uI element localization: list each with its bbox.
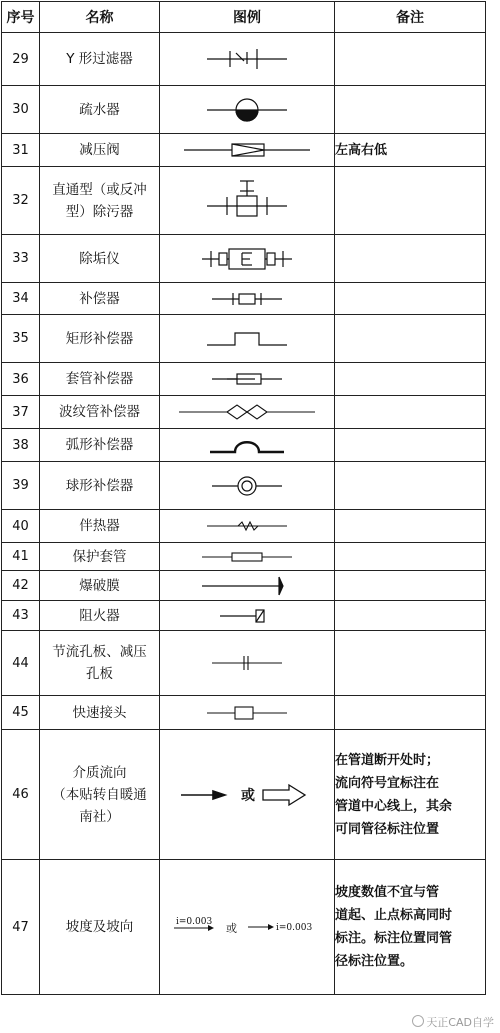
header-note: 备注 xyxy=(335,2,486,33)
note-cell xyxy=(335,601,486,631)
note-cell: 左高右低 xyxy=(335,134,486,167)
row-number: 38 xyxy=(2,429,40,462)
name-line: 孔板 xyxy=(86,666,113,682)
row-number: 29 xyxy=(2,33,40,86)
note-cell xyxy=(335,167,486,235)
note-cell xyxy=(335,363,486,396)
protective-sleeve-symbol xyxy=(160,543,335,571)
flame-arrester-symbol xyxy=(160,601,335,631)
heat-tracer-symbol xyxy=(160,510,335,543)
note-cell xyxy=(335,730,486,860)
legend-table xyxy=(1,1,486,995)
table-row xyxy=(2,543,486,571)
name-line: 节流孔板、减压 xyxy=(52,644,147,660)
compensator-symbol xyxy=(160,283,335,315)
descaler-symbol xyxy=(160,235,335,283)
item-name: 套管补偿器 xyxy=(40,363,160,396)
item-name xyxy=(40,730,160,860)
ball-compensator-symbol xyxy=(160,462,335,510)
name-line: 介质流向 xyxy=(72,764,127,781)
item-name: 弧形补偿器 xyxy=(40,429,160,462)
note-cell xyxy=(335,631,486,696)
row-number: 40 xyxy=(2,510,40,543)
row-number: 47 xyxy=(2,860,40,995)
or-label: 或 xyxy=(226,922,237,935)
note-line: 可同管径标注位置 xyxy=(335,821,440,837)
watermark-text: 天正CAD自学 xyxy=(426,1016,494,1029)
name-line: 南社） xyxy=(79,808,120,825)
table-row xyxy=(2,167,486,235)
table-row xyxy=(2,134,486,167)
table-row xyxy=(2,631,486,696)
note-line: 管道中心线上，其余 xyxy=(335,798,453,814)
note-cell xyxy=(335,315,486,363)
slope-symbol xyxy=(160,860,335,995)
row-number: 44 xyxy=(2,631,40,696)
table-row xyxy=(2,363,486,396)
header-row xyxy=(2,2,486,33)
note-line: 在管道断开处时； xyxy=(335,752,440,768)
header-symbol: 图例 xyxy=(160,2,335,33)
item-name: 减压阀 xyxy=(40,134,160,167)
note-cell xyxy=(335,543,486,571)
row-number: 35 xyxy=(2,315,40,363)
slope-label-2: i=0.003 xyxy=(276,923,313,933)
rectangular-compensator-symbol xyxy=(160,315,335,363)
row-number: 36 xyxy=(2,363,40,396)
rupture-disc-symbol xyxy=(160,571,335,601)
row-number: 39 xyxy=(2,462,40,510)
or-label: 或 xyxy=(241,787,255,804)
row-number: 42 xyxy=(2,571,40,601)
item-name: Y 形过滤器 xyxy=(40,33,160,86)
table-row xyxy=(2,571,486,601)
item-name: 阻火器 xyxy=(40,601,160,631)
item-name: 球形补偿器 xyxy=(40,462,160,510)
header-num: 序号 xyxy=(2,2,40,33)
note-cell xyxy=(335,462,486,510)
table-row xyxy=(2,696,486,730)
note-line: 坡度数值不宜与管 xyxy=(335,885,440,900)
slope-label-1: i=0.003 xyxy=(176,917,213,927)
y-strainer-symbol xyxy=(160,33,335,86)
table-row xyxy=(2,462,486,510)
note-cell xyxy=(335,571,486,601)
note-cell xyxy=(335,86,486,134)
name-line: （本贴转自暖通 xyxy=(52,786,147,803)
note-cell xyxy=(335,283,486,315)
row-number: 43 xyxy=(2,601,40,631)
item-name: 补偿器 xyxy=(40,283,160,315)
row-number: 46 xyxy=(2,730,40,860)
row-number: 30 xyxy=(2,86,40,134)
pressure-reducing-valve-symbol xyxy=(160,134,335,167)
row-number: 45 xyxy=(2,696,40,730)
row-number: 37 xyxy=(2,396,40,429)
table-row xyxy=(2,429,486,462)
row-number: 34 xyxy=(2,283,40,315)
table-row xyxy=(2,235,486,283)
orifice-plate-symbol xyxy=(160,631,335,696)
table-row xyxy=(2,601,486,631)
item-name: 疏水器 xyxy=(40,86,160,134)
note-cell xyxy=(335,696,486,730)
sleeve-compensator-symbol xyxy=(160,363,335,396)
note-cell xyxy=(335,510,486,543)
item-name: 爆破膜 xyxy=(40,571,160,601)
note-line: 道起、止点标高同时 xyxy=(335,908,453,923)
wechat-icon xyxy=(412,1015,424,1027)
item-name: 快速接头 xyxy=(40,696,160,730)
header-name: 名称 xyxy=(40,2,160,33)
item-name: 矩形补偿器 xyxy=(40,315,160,363)
item-name: 波纹管补偿器 xyxy=(40,396,160,429)
note-line: 标注。标注位置同管 xyxy=(335,931,453,946)
note-cell xyxy=(335,860,486,995)
watermark xyxy=(412,1014,494,1030)
item-name: 伴热器 xyxy=(40,510,160,543)
name-line: 型）除污器 xyxy=(65,203,134,220)
table-row xyxy=(2,510,486,543)
item-name: 保护套管 xyxy=(40,543,160,571)
note-cell xyxy=(335,33,486,86)
table-row xyxy=(2,730,486,860)
note-cell xyxy=(335,429,486,462)
arc-compensator-symbol xyxy=(160,429,335,462)
item-name: 除垢仪 xyxy=(40,235,160,283)
row-number: 41 xyxy=(2,543,40,571)
item-name: 坡度及坡向 xyxy=(40,860,160,995)
steam-trap-symbol xyxy=(160,86,335,134)
bellows-compensator-symbol xyxy=(160,396,335,429)
table-row xyxy=(2,283,486,315)
note-line: 流向符号宜标注在 xyxy=(335,775,440,791)
item-name xyxy=(40,631,160,696)
table-row xyxy=(2,33,486,86)
quick-coupling-symbol xyxy=(160,696,335,730)
table-row xyxy=(2,860,486,995)
note-cell xyxy=(335,396,486,429)
table-row xyxy=(2,396,486,429)
name-line: 直通型（或反冲 xyxy=(52,181,147,198)
flow-direction-symbol xyxy=(160,730,335,860)
table-row xyxy=(2,315,486,363)
note-line: 径标注位置。 xyxy=(335,954,414,969)
table-row xyxy=(2,86,486,134)
row-number: 33 xyxy=(2,235,40,283)
row-number: 32 xyxy=(2,167,40,235)
item-name xyxy=(40,167,160,235)
dirt-separator-symbol xyxy=(160,167,335,235)
row-number: 31 xyxy=(2,134,40,167)
note-cell xyxy=(335,235,486,283)
